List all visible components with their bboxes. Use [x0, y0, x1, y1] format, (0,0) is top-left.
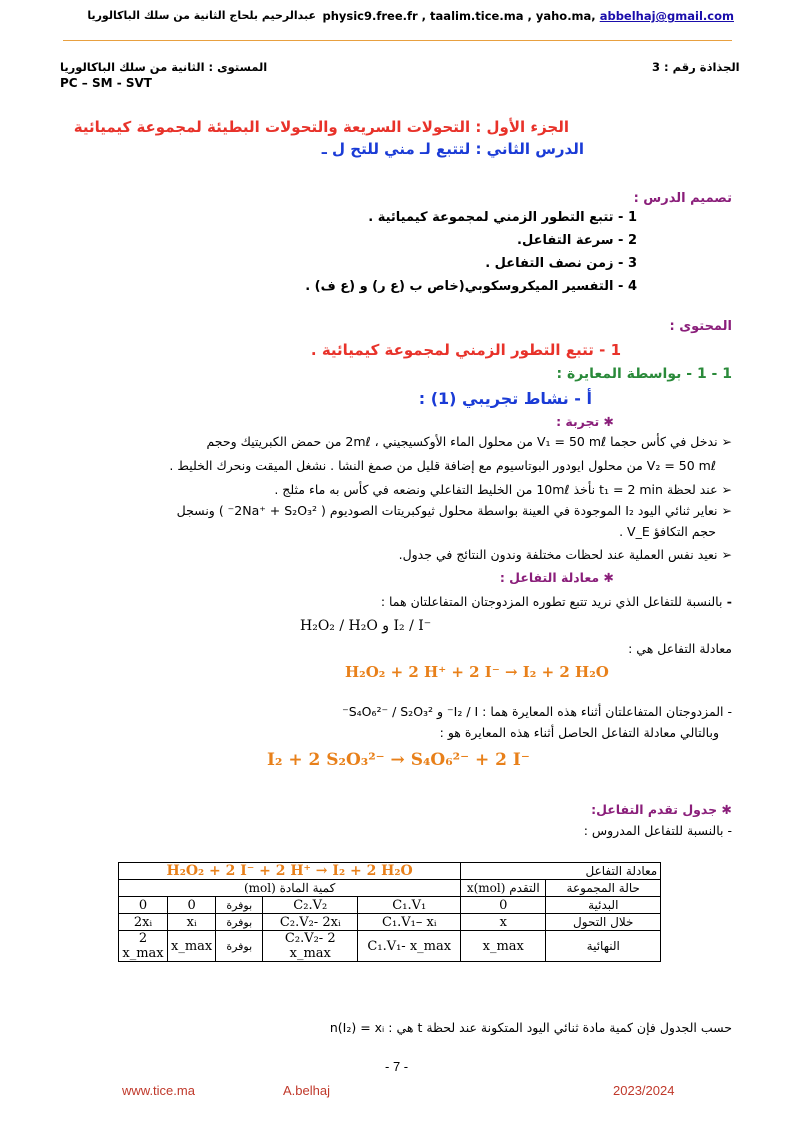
bullet-2-text: عند لحظة t₁ = 2 min نأخذ 10mℓ من الخليط التفاعلي ونضعه في كأس به ماء مثلج .	[274, 482, 718, 497]
star-icon: ✱	[599, 570, 614, 585]
header-title: عبدالرحيم بلحاج الثانية من سلك الباكالوريا	[87, 9, 316, 22]
section-1-1-title: 1 - 1 - بواسطة المعايرة :	[556, 366, 732, 382]
iodide-cell: C₂.V₂- 2 x_max	[263, 931, 358, 962]
h2o-cell: 2xᵢ	[119, 914, 168, 931]
bullet-1b: V₂ = 50 mℓ من محلول ايودور البوتاسيوم مع إضافة قليل من صمغ النشا . نشغل الميقت ونحرك الخليط .	[169, 458, 716, 473]
para-titration-couples-text: المزدوجتان المتفاعلتان أثناء هذه المعايرة هما : I₂ / I⁻ و S₄O₆²⁻ / S₂O₃²⁻	[342, 704, 724, 719]
bullet-2	[274, 482, 732, 497]
header-email-link[interactable]: abbelhaj@gmail.com	[599, 9, 734, 23]
qty-label-cell: كمية المادة (mol)	[119, 880, 461, 897]
couples-line: H₂O₂ / H₂O و I₂ / I⁻	[300, 618, 432, 634]
bullet-3-text: نعاير ثنائي اليود I₂ الموجودة في العينة بواسطة محلول ثيوكبريتات الصوديوم ( 2Na⁺ + S₂O₃²⁻ ) ونسجل	[176, 503, 718, 518]
i2-cell: x_max	[168, 931, 216, 962]
iodide-cell: C₂.V₂- 2xᵢ	[263, 914, 358, 931]
h2o2-cell: C₁.V₁- x_max	[358, 931, 461, 962]
bullet-1-text: ندخل في كأس حجما V₁ = 50 mℓ من محلول الماء الأوكسيجيني ، 2mℓ من حمض الكبريتيك وحجم	[206, 434, 718, 449]
para-couples: - بالنسبة للتفاعل الذي نريد تتبع تطوره المزدوجتان المتفاعلتان هما :	[380, 594, 732, 609]
eq-cell: H₂O₂ + 2 I⁻ + 2 H⁺ → I₂ + 2 H₂O	[119, 863, 461, 880]
star-icon: ✱	[717, 802, 732, 817]
arrow-icon: ➢	[717, 547, 732, 562]
table-row	[119, 914, 661, 931]
x-cell: x_max	[461, 931, 546, 962]
hplus-cell: بوفرة	[216, 914, 263, 931]
table-title	[591, 802, 732, 817]
iodide-cell: C₂.V₂	[263, 897, 358, 914]
para-studied-reaction-text: بالنسبة للتفاعل المدروس :	[583, 823, 724, 838]
x-cell: 0	[461, 897, 546, 914]
star-icon: ✱	[599, 414, 614, 429]
branches-text: PC – SM - SVT	[60, 76, 152, 90]
plan-item-1: 1 - تتبع التطور الزمني لمجموعة كيميائية .	[368, 210, 637, 225]
table-title-text: جدول تقدم التفاعل:	[591, 802, 718, 817]
h2o-cell: 0	[119, 897, 168, 914]
plan-heading: تصميم الدرس :	[633, 191, 732, 206]
equation-title	[500, 570, 614, 585]
bullet-3	[177, 503, 732, 518]
state-label-cell: حالة المجموعة	[546, 880, 661, 897]
equation-1: H₂O₂ + 2 H⁺ + 2 I⁻ → I₂ + 2 H₂O	[345, 663, 609, 681]
footer-author: A.belhaj	[283, 1083, 330, 1098]
arrow-icon: ➢	[717, 503, 732, 518]
eq-label-cell: معادلة التفاعل	[461, 863, 661, 880]
footer-year: 2023/2024	[613, 1083, 675, 1098]
equation-title-text: معادلة التفاعل :	[499, 570, 600, 585]
i2-cell: xᵢ	[168, 914, 216, 931]
header-sites: physic9.free.fr , taalim.tice.ma , yaho.ma,	[322, 9, 596, 23]
plan-item-3: 3 - زمن نصف التفاعل .	[485, 256, 637, 271]
arrow-icon: ➢	[717, 482, 732, 497]
equation-2: I₂ + 2 S₂O₃²⁻ → S₄O₆²⁻ + 2 I⁻	[267, 750, 530, 770]
state-cell: خلال التحول	[546, 914, 661, 931]
para-couples-text: بالنسبة للتفاعل الذي نريد تتبع تطوره المزدوجتان المتفاعلتان هما :	[380, 594, 723, 609]
bullet-4-text: نعيد نفس العملية عند لحظات مختلفة وندون النتائج في جدول.	[398, 547, 718, 562]
para-studied-reaction: - بالنسبة للتفاعل المدروس :	[583, 823, 732, 838]
section-1-title: 1 - تتبع التطور الزمني لمجموعة كيميائية .	[310, 341, 621, 359]
level-text: المستوى : الثانية من سلك الباكالوريا	[60, 60, 268, 74]
plan-item-4: 4 - التفسير الميكروسكوبي(خاص ب (ع ر) و (ع ف) .	[305, 279, 637, 294]
table-row	[119, 897, 661, 914]
para-titration-equation: وبالتالي معادلة التفاعل الحاصل أثناء هذه المعايرة هو :	[439, 725, 719, 740]
i2-cell: 0	[168, 897, 216, 914]
state-cell: البدئية	[546, 897, 661, 914]
plan-item-2: 2 - سرعة التفاعل.	[517, 233, 637, 248]
h2o2-cell: C₁.V₁	[358, 897, 461, 914]
bullet-1	[206, 434, 732, 449]
content-heading: المحتوى :	[669, 319, 732, 334]
para-titration-couples: - المزدوجتان المتفاعلتان أثناء هذه المعايرة هما : I₂ / I⁻ و S₄O₆²⁻ / S₂O₃²⁻	[342, 704, 732, 719]
h2o2-cell: C₁.V₁– xᵢ	[358, 914, 461, 931]
x-cell: x	[461, 914, 546, 931]
h2o-cell: 2 x_max	[119, 931, 168, 962]
table-row	[119, 880, 661, 897]
state-cell: النهائية	[546, 931, 661, 962]
header-line	[322, 9, 734, 23]
part-title: الجزء الأول : التحولات السريعة والتحولات البطيئة لمجموعة كيميائية	[73, 118, 569, 136]
experiment-title-text: تجربة :	[556, 414, 600, 429]
arrow-icon: ➢	[717, 434, 732, 449]
activity-title: أ - نشاط تجريبي (1) :	[418, 389, 592, 408]
table-row	[119, 931, 661, 962]
footer-site[interactable]: www.tice.ma	[122, 1083, 195, 1098]
page-number: - 7 -	[385, 1059, 409, 1074]
advance-label-cell: التقدم x(mol)	[461, 880, 546, 897]
experiment-title	[556, 414, 614, 429]
equation-label: معادلة التفاعل هي :	[628, 641, 732, 656]
header-divider	[63, 40, 732, 41]
lesson-title: الدرس الثاني : لتتبع لـ مني للتح ل ـ	[321, 140, 584, 158]
bullet-3b: حجم التكافؤ V_E .	[619, 524, 716, 539]
table-row	[119, 863, 661, 880]
sheet-number: الجذاذة رقم : 3	[652, 60, 740, 74]
conclusion-text: حسب الجدول فإن كمية مادة ثنائي اليود المتكونة عند لحظة t هي : n(I₂) = xᵢ	[329, 1020, 732, 1035]
bullet-4	[399, 547, 732, 562]
hplus-cell: بوفرة	[216, 931, 263, 962]
hplus-cell: بوفرة	[216, 897, 263, 914]
progress-table	[118, 862, 661, 962]
